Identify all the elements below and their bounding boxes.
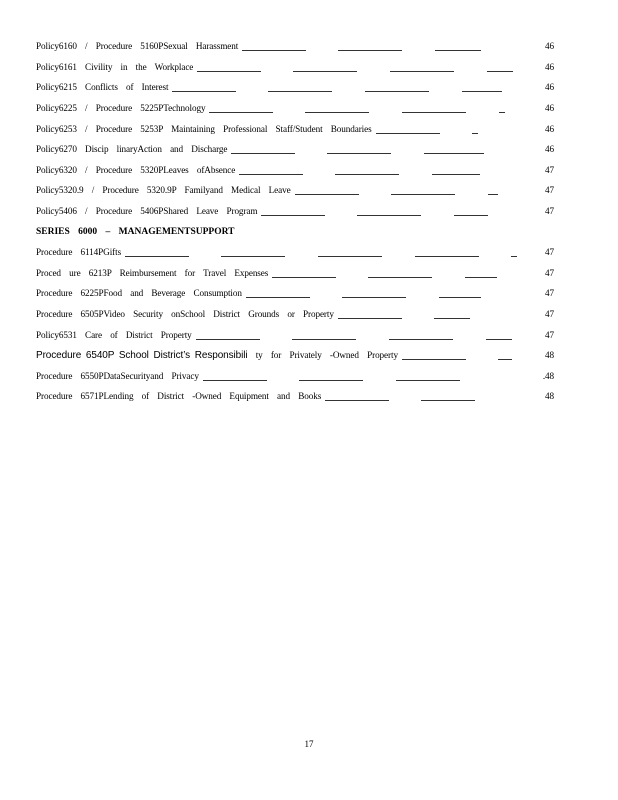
page-number: 17 [304, 739, 314, 749]
dot-leader [203, 371, 538, 381]
toc-entry-page: .48 [542, 370, 554, 381]
toc-entry [36, 283, 554, 304]
dot-leader [376, 124, 538, 134]
dot-leader [209, 103, 538, 113]
dot-leader [295, 185, 538, 195]
toc-entry-title: Policy6215 Conflicts of Interest [36, 82, 169, 93]
toc-entry-page: 47 [545, 206, 554, 217]
dot-leader [172, 82, 538, 92]
toc-entry-page: 46 [545, 144, 554, 155]
toc-entry [36, 304, 554, 325]
toc-entry [36, 98, 554, 119]
toc-entry-page: 48 [545, 350, 554, 361]
dot-leader [231, 144, 538, 154]
dot-leader [325, 391, 538, 401]
toc-entry-title: Policy6531 Care of District Property [36, 329, 192, 340]
toc-entry-title: Procedure 6550PDataSecurityand Privacy [36, 370, 199, 381]
toc-entry-page: 47 [545, 309, 554, 320]
dot-leader [272, 268, 538, 278]
toc-entry-page: 46 [545, 41, 554, 52]
dot-leader [242, 41, 538, 51]
dot-leader [125, 247, 538, 257]
toc-entry-title: Proced ure 6213P Reimbursement for Travel Expenses [36, 267, 269, 278]
toc-entry [36, 345, 554, 366]
toc-entry-title: Procedure 6571PLending of District -Owned Equipment and Books [36, 391, 322, 402]
dot-leader [338, 309, 538, 319]
toc-entry-page: 47 [545, 267, 554, 278]
toc-entry-title [36, 350, 398, 361]
toc-entry-title: Procedure 6114PGifts [36, 247, 122, 258]
dot-leader [402, 350, 538, 360]
toc-entry-page: 46 [545, 82, 554, 93]
toc-entry [36, 57, 554, 78]
dot-leader [196, 330, 538, 340]
toc-entry-page: 47 [545, 185, 554, 196]
toc-entry [36, 366, 554, 387]
toc-entry [36, 139, 554, 160]
toc-entry-page: 48 [545, 391, 554, 402]
dot-leader [261, 206, 538, 216]
toc-entry-page: 47 [545, 288, 554, 299]
toc-entry-title-rest: ty for Privately -Owned Property [255, 349, 398, 360]
toc-entry-page: 47 [545, 164, 554, 175]
toc-entry [36, 201, 554, 222]
toc-entry-title: Policy6225 / Procedure 5225PTechnology [36, 103, 206, 114]
toc-entry [36, 242, 554, 263]
toc-entry-page: 46 [545, 123, 554, 134]
toc-entry [36, 77, 554, 98]
toc-entry-page: 47 [545, 329, 554, 340]
toc-entry-title: Policy6320 / Procedure 5320PLeaves ofAbsence [36, 164, 236, 175]
toc-entry [36, 324, 554, 345]
table-of-contents [36, 36, 554, 407]
dot-leader [239, 165, 538, 175]
dot-leader [197, 62, 538, 72]
toc-entry-title: Policy6160 / Procedure 5160PSexual Harassment [36, 41, 239, 52]
series-heading: SERIES 6000 – MANAGEMENTSUPPORT [36, 226, 235, 237]
toc-entry [36, 180, 554, 201]
toc-entry-title: Policy6270 Discip linaryAction and Discharge [36, 144, 228, 155]
toc-entry-title: Procedure 6505PVideo Security onSchool District Grounds or Property [36, 309, 334, 320]
toc-entry [36, 160, 554, 181]
toc-entry [36, 263, 554, 284]
toc-entry-page: 46 [545, 103, 554, 114]
toc-entry [36, 386, 554, 407]
toc-entry [36, 118, 554, 139]
toc-entry-page: 47 [545, 247, 554, 258]
dot-leader [246, 288, 538, 298]
toc-entry [36, 36, 554, 57]
toc-entry-title: Policy6161 Civility in the Workplace [36, 61, 194, 72]
toc-entry-title: Policy5320.9 / Procedure 5320.9P Familyand Medical Leave [36, 185, 291, 196]
toc-entry-title: Procedure 6225PFood and Beverage Consumption [36, 288, 242, 299]
toc-entry-title: Policy5406 / Procedure 5406PShared Leave Program [36, 206, 258, 217]
toc-entry-title: Policy6253 / Procedure 5253P Maintaining Professional Staff/Student Boundaries [36, 123, 372, 134]
toc-entry-page: 46 [545, 61, 554, 72]
toc-entry-title-lead: Procedure 6540P School District’s Responsibili [36, 349, 248, 361]
